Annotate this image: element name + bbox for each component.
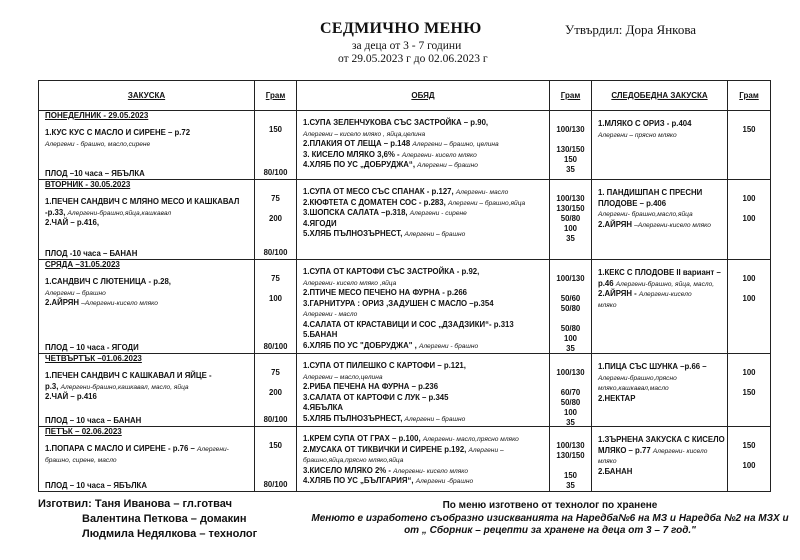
gram-value: 200 bbox=[268, 214, 282, 223]
date-range-subtitle: от 29.05.2023 г до 02.06.2023 г bbox=[338, 53, 488, 65]
allergens-note: Алергени – брашно,яйца bbox=[447, 199, 526, 207]
menu-item bbox=[598, 456, 727, 467]
menu-item bbox=[303, 466, 549, 477]
menu-item bbox=[45, 288, 254, 299]
allergens-note: Алергени- кисело мляко bbox=[401, 151, 477, 159]
day-header: СРЯДА –31.05.2023 bbox=[45, 260, 120, 269]
fruit-snack: ПЛОД –10 часа – ЯБЪЛКА bbox=[45, 169, 145, 178]
gram-value: 100 bbox=[563, 224, 577, 233]
menu-item bbox=[45, 197, 254, 208]
day-header: ПОНЕДЕЛНИК - 29.05.2023 bbox=[45, 111, 149, 120]
gram-cell bbox=[728, 427, 771, 492]
gram-value: 50/60 bbox=[560, 294, 581, 303]
gram-cell bbox=[550, 354, 592, 427]
menu-item bbox=[303, 341, 549, 352]
gram-cell bbox=[255, 427, 297, 492]
gram-value: 50/80 bbox=[560, 324, 581, 333]
menu-item-text: 5.БАНАН bbox=[303, 330, 338, 339]
menu-item-text: 2.АЙРЯН bbox=[45, 298, 82, 307]
gram-value: 100/130 bbox=[556, 125, 585, 134]
snack-cell bbox=[592, 180, 728, 260]
allergens-note: Алергени – брашно bbox=[45, 289, 106, 297]
day-header: ПЕТЪК – 02.06.2023 bbox=[45, 427, 122, 436]
column-header-breakfast: ЗАКУСКА bbox=[39, 81, 255, 111]
menu-item-text: 4.САЛАТА ОТ КРАСТАВИЦИ И СОС „ДЗАДЗИКИ“- р.313 bbox=[303, 319, 514, 329]
menu-item-text: 2.АЙРЯН - bbox=[598, 289, 639, 298]
column-header-gram: Грам bbox=[255, 81, 297, 111]
menu-item bbox=[598, 362, 727, 373]
menu-item-text: 3.ШОПСКА САЛАТА –р.318, bbox=[303, 208, 410, 217]
allergens-note: –Алергени-кисело мляко bbox=[634, 221, 711, 229]
gram-value: 35 bbox=[566, 418, 575, 427]
menu-item bbox=[598, 199, 727, 210]
gram-value bbox=[728, 204, 770, 214]
gram-cell bbox=[728, 260, 771, 354]
gram-cell bbox=[550, 260, 592, 354]
technologist: Людмила Недялкова – технолог bbox=[82, 528, 258, 540]
allergens-note: Алергени – брашно, целина bbox=[412, 141, 499, 148]
menu-item bbox=[598, 268, 727, 279]
technologist-note: По меню изготвено от технолог по хранене bbox=[442, 500, 658, 511]
menu-item-text: 5.ХЛЯБ ПЪЛНОЗЪРНЕСТ, bbox=[303, 413, 405, 423]
allergens-note: Алергени – прясно мляко bbox=[598, 131, 677, 139]
breakfast-cell bbox=[39, 354, 255, 427]
breakfast-cell bbox=[39, 260, 255, 354]
menu-item-text: 1.САНДВИЧ С ЛЮТЕНИЦА - р.28, bbox=[45, 277, 171, 286]
menu-item-text: 4.ЯГОДИ bbox=[303, 218, 337, 228]
allergens-note: Алергени – брашно bbox=[417, 162, 478, 169]
menu-item bbox=[303, 445, 549, 456]
menu-item bbox=[303, 403, 549, 414]
menu-item bbox=[303, 229, 549, 240]
allergens-note: брашно, сирене, масло bbox=[45, 456, 117, 464]
day-row bbox=[39, 111, 771, 180]
gram-value: 75 bbox=[271, 274, 280, 283]
menu-item-text: 2.АЙРЯН bbox=[598, 219, 635, 229]
menu-item bbox=[303, 187, 549, 198]
menu-item bbox=[303, 330, 549, 341]
gram-value: 100/130 bbox=[556, 194, 585, 203]
menu-item bbox=[303, 139, 549, 150]
gram-value bbox=[255, 398, 296, 408]
menu-item-text: 1. ПАНДИШПАН С ПРЕСНИ bbox=[598, 188, 703, 197]
allergens-note: Алергени - брашно bbox=[418, 342, 479, 350]
prepared-by: Изготвил: Таня Иванова – гл.готвач bbox=[38, 498, 232, 510]
gram-value: 35 bbox=[566, 481, 575, 490]
menu-item-text: 2.НЕКТАР bbox=[598, 393, 636, 403]
snack-cell bbox=[592, 354, 728, 427]
gram-cell bbox=[728, 111, 771, 180]
menu-item bbox=[45, 218, 254, 229]
menu-item bbox=[598, 209, 727, 220]
gram-cell bbox=[255, 260, 297, 354]
gram-value bbox=[728, 284, 770, 294]
menu-item-text: 3.ГАРНИТУРА : ОРИЗ ,ЗАДУШЕН С МАСЛО –р.354 bbox=[303, 298, 494, 308]
day-row bbox=[39, 260, 771, 354]
allergens-note: Алергени – масло,целина bbox=[303, 373, 383, 381]
menu-item bbox=[598, 279, 727, 290]
snack-cell bbox=[592, 111, 728, 180]
menu-item-text: 2.КЮФТЕТА С ДОМАТЕН СОС - р.283, bbox=[303, 197, 448, 207]
fruit-snack: ПЛОД – 10 часа – БАНАН bbox=[45, 416, 142, 425]
gram-value bbox=[728, 378, 770, 388]
fruit-snack: ПЛОД – 10 часа - ЯГОДИ bbox=[45, 343, 139, 352]
gram-value: 100/130 bbox=[556, 274, 585, 283]
gram-value: 80/100 bbox=[263, 342, 288, 351]
snack-cell bbox=[592, 260, 728, 354]
menu-item-text: 3. КИСЕЛО МЛЯКО 3,6% - bbox=[303, 149, 402, 159]
gram-cell bbox=[550, 111, 592, 180]
gram-value: 130/150 bbox=[556, 145, 585, 154]
menu-item-text: 3.КИСЕЛО МЛЯКО 2% - bbox=[303, 465, 394, 475]
menu-item bbox=[303, 434, 549, 445]
gram-value: 75 bbox=[271, 194, 280, 203]
menu-table bbox=[38, 80, 771, 492]
gram-value: 150 bbox=[268, 125, 282, 134]
menu-item bbox=[598, 289, 727, 300]
menu-item bbox=[303, 309, 549, 320]
menu-item bbox=[45, 371, 254, 382]
gram-value: 100 bbox=[742, 274, 756, 283]
storekeeper: Валентина Петкова – домакин bbox=[82, 513, 247, 525]
menu-item bbox=[598, 446, 727, 457]
gram-value bbox=[255, 378, 296, 388]
lunch-cell bbox=[297, 354, 550, 427]
menu-item bbox=[303, 118, 549, 129]
allergens-note: Алергени- кисело bbox=[652, 447, 708, 455]
day-row bbox=[39, 354, 771, 427]
allergens-note: Алергени- масло,прясно мляко bbox=[422, 436, 519, 443]
allergens-note: Алергени- брашно,масло,яйца bbox=[598, 211, 693, 218]
allergens-note: Алергени - брашно, масло,сирене bbox=[45, 140, 151, 148]
menu-item-text: 2.ПЛАКИЯ ОТ ЛЕЩА – р.148 bbox=[303, 139, 413, 148]
allergens-note: Алергени – кисело мляко , яйца,целина bbox=[303, 130, 426, 138]
menu-item-text: 5.ХЛЯБ ПЪЛНОЗЪРНЕСТ, bbox=[303, 229, 405, 238]
gram-value: 100/130 bbox=[556, 368, 585, 377]
menu-item bbox=[303, 267, 549, 278]
allergens-note: Алергени-брашно, яйца, масло, bbox=[615, 280, 715, 288]
menu-item-text: р.3, bbox=[45, 381, 61, 391]
menu-item bbox=[303, 219, 549, 230]
menu-item bbox=[45, 298, 254, 309]
menu-item-text: 2.РИБА ПЕЧЕНА НА ФУРНА – р.236 bbox=[303, 382, 439, 391]
menu-item-text: 1.ПОПАРА С МАСЛО И СИРЕНЕ - р.76 – bbox=[45, 444, 198, 453]
gram-value: 130/150 bbox=[556, 451, 585, 460]
menu-item bbox=[303, 278, 549, 289]
menu-title: СЕДМИЧНО МЕНЮ bbox=[320, 20, 482, 37]
gram-value bbox=[550, 284, 591, 294]
gram-value: 100 bbox=[268, 294, 282, 303]
footer-notes bbox=[300, 500, 800, 538]
menu-item bbox=[45, 382, 254, 393]
breakfast-cell bbox=[39, 180, 255, 260]
allergens-note: Алергени – bbox=[468, 446, 504, 454]
column-header-gram: Грам bbox=[728, 81, 771, 111]
allergens-note: Алергени- кисело мляко ,яйца bbox=[303, 279, 397, 287]
allergens-note: Алергени-брашно,яйца,кашкавал bbox=[67, 209, 172, 217]
allergens-note: Алергени-кисело bbox=[638, 291, 692, 298]
gram-value: 150 bbox=[563, 471, 577, 480]
gram-value bbox=[255, 135, 296, 145]
menu-item bbox=[598, 130, 727, 141]
menu-item bbox=[598, 188, 727, 199]
menu-item bbox=[303, 160, 549, 171]
gram-value bbox=[255, 284, 296, 294]
menu-item bbox=[303, 393, 549, 404]
menu-item bbox=[45, 128, 254, 139]
gram-cell bbox=[255, 180, 297, 260]
gram-value: 100/130 bbox=[556, 441, 585, 450]
gram-cell bbox=[255, 354, 297, 427]
column-header-gram: Грам bbox=[550, 81, 592, 111]
menu-item bbox=[303, 129, 549, 140]
gram-cell bbox=[255, 111, 297, 180]
menu-item bbox=[598, 373, 727, 384]
snack-cell bbox=[592, 427, 728, 492]
gram-value: 100 bbox=[563, 334, 577, 343]
menu-item-text: 1.ПЕЧЕН САНДВИЧ С МЛЯНО МЕСО И КАШКАВАЛ bbox=[45, 197, 240, 206]
gram-value bbox=[728, 451, 770, 461]
gram-value: 100 bbox=[742, 368, 756, 377]
gram-value bbox=[550, 314, 591, 324]
allergens-note: Алергени - масло bbox=[303, 311, 358, 318]
column-header-snack: СЛЕДОБЕДНА ЗАКУСКА bbox=[592, 81, 728, 111]
menu-item-text: 4.ХЛЯБ ПО УС „ДОБРУДЖА“, bbox=[303, 160, 418, 169]
allergens-note: Алергени- кисело мляко bbox=[393, 467, 469, 475]
menu-item bbox=[303, 208, 549, 219]
menu-item bbox=[303, 320, 549, 331]
breakfast-cell bbox=[39, 427, 255, 492]
menu-item bbox=[598, 394, 727, 405]
menu-item bbox=[598, 119, 727, 130]
day-header: ВТОРНИК - 30.05.2023 bbox=[45, 180, 131, 189]
menu-item-text: 4.ЯБЪЛКА bbox=[303, 403, 344, 412]
menu-item-text: 1.ПИЦА СЪС ШУНКА –р.66 – bbox=[598, 362, 707, 371]
menu-item-text: 1.КРЕМ СУПА ОТ ГРАХ – р.100, bbox=[303, 434, 423, 443]
gram-value: 80/100 bbox=[263, 480, 288, 489]
day-row bbox=[39, 427, 771, 492]
menu-item-text: 1.СУПА ЗЕЛЕНЧУКОВА СЪС ЗАСТРОЙКА – р.90, bbox=[303, 118, 489, 127]
gram-value: 50/80 bbox=[560, 304, 581, 313]
menu-item-text: р.46 bbox=[598, 278, 616, 288]
menu-item-text: 2.МУСАКА ОТ ТИКВИЧКИ И СИРЕНЕ р.192, bbox=[303, 444, 469, 454]
gram-value: 75 bbox=[271, 368, 280, 377]
gram-value: 150 bbox=[742, 441, 756, 450]
lunch-cell bbox=[297, 260, 550, 354]
allergens-note: Алергени – брашно bbox=[404, 231, 466, 238]
gram-cell bbox=[728, 180, 771, 260]
menu-item-text: 3.САЛАТА ОТ КАРТОФИ С ЛУК – р.345 bbox=[303, 392, 449, 402]
column-header-lunch: ОБЯД bbox=[297, 81, 550, 111]
menu-item-text: 1.ПЕЧЕН САНДВИЧ С КАШКАВАЛ И ЯЙЦЕ - bbox=[45, 371, 212, 380]
signatures bbox=[38, 497, 257, 542]
gram-value: 80/100 bbox=[263, 415, 288, 424]
recipe-source-note: от „ Сборник – рецепти за хранене на деца от 3 – 7 год." bbox=[404, 525, 696, 536]
menu-item-text: 2.ЧАЙ – р.416, bbox=[45, 218, 99, 227]
allergens-note: мляко,кашкавал,масло bbox=[598, 385, 669, 392]
lunch-cell bbox=[297, 180, 550, 260]
gram-value: 50/80 bbox=[560, 214, 581, 223]
menu-item-text: 1.СУПА ОТ КАРТОФИ СЪС ЗАСТРОЙКА - р.92, bbox=[303, 267, 480, 276]
menu-item-text: 1.КЕКС С ПЛОДОВЕ II вариант – bbox=[598, 268, 721, 277]
menu-item-text: 1.СУПА ОТ МЕСО СЪС СПАНАК - р.127, bbox=[303, 187, 456, 196]
gram-value: 100 bbox=[742, 194, 756, 203]
gram-value bbox=[255, 204, 296, 214]
menu-item-text: 2.БАНАН bbox=[598, 466, 633, 476]
menu-item-text: 2.ЧАЙ – р.416 bbox=[45, 392, 97, 401]
menu-item-text: МЛЯКО – р.77 bbox=[598, 445, 653, 455]
gram-value: 150 bbox=[742, 388, 756, 397]
menu-item bbox=[598, 220, 727, 231]
gram-value: 130/150 bbox=[556, 204, 585, 213]
allergens-note: Алергени - сирене bbox=[409, 210, 467, 217]
menu-item bbox=[598, 467, 727, 478]
menu-item bbox=[598, 300, 727, 311]
gram-value bbox=[255, 304, 296, 314]
menu-item bbox=[303, 198, 549, 209]
table-header-row bbox=[39, 81, 771, 111]
allergens-note: Алергени- bbox=[197, 446, 229, 453]
menu-item bbox=[303, 361, 549, 372]
menu-item bbox=[303, 150, 549, 161]
gram-cell bbox=[550, 427, 592, 492]
gram-value bbox=[550, 461, 591, 471]
menu-item bbox=[45, 455, 254, 466]
gram-value: 80/100 bbox=[263, 168, 288, 177]
gram-value: 200 bbox=[268, 388, 282, 397]
menu-item-text: 1.ЗЪРНЕНА ЗАКУСКА С КИСЕЛО bbox=[598, 435, 725, 444]
menu-item-text: 1.МЛЯКО С ОРИЗ - р.404 bbox=[598, 119, 692, 128]
allergens-note: Алергени -брашно bbox=[415, 478, 474, 485]
menu-item bbox=[598, 383, 727, 394]
menu-item bbox=[303, 288, 549, 299]
gram-value: 150 bbox=[268, 441, 282, 450]
allergens-note: брашно,яйца,прясно мляко,яйца bbox=[303, 457, 404, 464]
allergens-note: Алергени-брашно,прясно bbox=[598, 374, 677, 382]
menu-item bbox=[303, 372, 549, 383]
allergens-note: Алергени – брашно bbox=[404, 415, 466, 423]
gram-value: 150 bbox=[742, 125, 756, 134]
gram-value: 100 bbox=[742, 294, 756, 303]
menu-item-text: -р.33, bbox=[45, 207, 68, 217]
age-subtitle: за деца от 3 - 7 години bbox=[352, 40, 462, 52]
allergens-note: Алергени- масло bbox=[455, 189, 509, 196]
menu-item-text: ПЛОДОВЕ – р.406 bbox=[598, 198, 667, 208]
menu-item bbox=[303, 414, 549, 425]
day-row bbox=[39, 180, 771, 260]
menu-item bbox=[303, 476, 549, 487]
regulation-note: Менюто е изработено съобразно изискванията на Наредба№6 на МЗ и Наредба №2 на МЗХ и bbox=[311, 512, 789, 524]
gram-value bbox=[550, 135, 591, 145]
menu-item bbox=[45, 277, 254, 288]
gram-value: 80/100 bbox=[263, 248, 288, 257]
menu-item bbox=[303, 455, 549, 466]
allergens-note: Алергени-брашно,кашкавал, масло, яйца bbox=[60, 383, 189, 391]
lunch-cell bbox=[297, 111, 550, 180]
gram-value: 100 bbox=[742, 461, 756, 470]
menu-item-text: 1.КУС КУС С МАСЛО И СИРЕНЕ – р.72 bbox=[45, 128, 191, 137]
gram-value: 100 bbox=[742, 214, 756, 223]
menu-item-text: 2.ПТИЧЕ МЕСО ПЕЧЕНО НА ФУРНА - р.266 bbox=[303, 288, 467, 297]
menu-item-text: 4.ХЛЯБ ПО УС „БЪЛГАРИЯ“, bbox=[303, 476, 416, 485]
approved-by: Утвърдил: Дора Янкова bbox=[565, 22, 697, 37]
gram-value: 50/80 bbox=[560, 398, 581, 407]
menu-item bbox=[303, 299, 549, 310]
gram-value: 100 bbox=[563, 408, 577, 417]
menu-item bbox=[45, 392, 254, 403]
menu-item-text: 1.СУПА ОТ ПИЛЕШКО С КАРТОФИ – р.121, bbox=[303, 361, 466, 370]
day-header: ЧЕТВЪРТЪК –01.06.2023 bbox=[45, 354, 142, 363]
gram-value: 35 bbox=[566, 165, 575, 174]
gram-value bbox=[550, 378, 591, 388]
gram-value bbox=[255, 224, 296, 234]
allergens-note: мляко bbox=[598, 301, 617, 309]
menu-item bbox=[303, 382, 549, 393]
menu-item-text: 6.ХЛЯБ ПО УС "ДОБРУДЖА" , bbox=[303, 340, 419, 350]
gram-cell bbox=[728, 354, 771, 427]
lunch-cell bbox=[297, 427, 550, 492]
gram-value: 35 bbox=[566, 234, 575, 243]
gram-value: 35 bbox=[566, 344, 575, 353]
fruit-snack: ПЛОД – 10 часа – ЯБЪЛКА bbox=[45, 481, 147, 490]
breakfast-cell bbox=[39, 111, 255, 180]
allergens-note: –Алергени-кисело мляко bbox=[81, 300, 158, 307]
menu-item bbox=[598, 435, 727, 446]
gram-value bbox=[255, 451, 296, 461]
gram-value: 150 bbox=[563, 155, 577, 164]
gram-value: 60/70 bbox=[560, 388, 581, 397]
menu-item bbox=[45, 139, 254, 150]
fruit-snack: ПЛОД -10 часа – БАНАН bbox=[45, 249, 138, 258]
gram-cell bbox=[550, 180, 592, 260]
menu-item bbox=[45, 444, 254, 455]
menu-item bbox=[45, 208, 254, 219]
allergens-note: мляко bbox=[598, 458, 617, 465]
